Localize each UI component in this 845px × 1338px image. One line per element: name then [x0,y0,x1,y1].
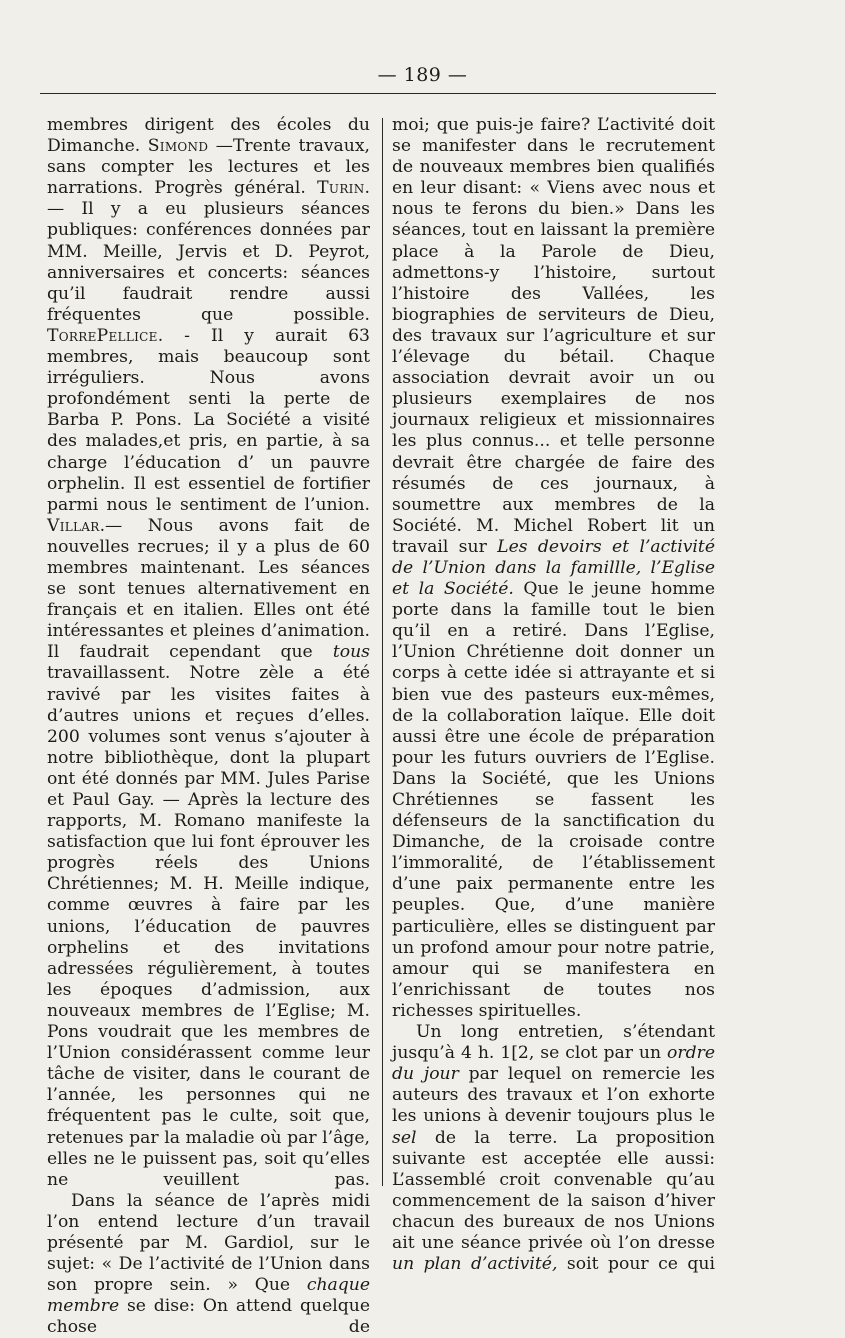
text-run: se dise: On attend quelque chose de [47,1296,370,1338]
emphasis: un plan d’activité, [392,1254,558,1275]
page-number: — 189 — [377,64,468,86]
place-name: Villar [47,515,100,536]
place-name: Turin [317,178,365,199]
place-name: TorrePellice [47,325,158,346]
emphasis: Les devoirs et l’activité de l’Union dans la famillle, l’Eglise et la Société. [392,536,715,600]
text-run: Dans la séance de l’après midi l’on entend lecture d’un travail présenté par M. Gardiol, sur le sujet: « De l’activité de l’Union dans son propre sein. » Que [47,1190,370,1296]
left-column [47,115,370,1338]
right-column [392,115,715,1275]
emphasis: tous [332,642,370,663]
text-run: . — Il y a eu plusieurs séances publiques: conférences données par MM. Meille, Jervis et D. Peyrot, anniversaires et concerts: séances qu’il faudrait rendre aussi fréquentes que possible. [47,178,370,325]
emphasis: ordre du jour [392,1043,715,1085]
text-run: moi; que puis-je faire? L’activité doit se manifester dans le recrutement de nouveaux membres bien qualifiés en leur disant: « Viens avec nous et nous te ferons du bien.» Dans les séances, tout en laissant la première place à la Parole de Dieu, admettons-y l’histoire, surtout l’histoire des Vallées, les biographies de serviteurs de Dieu, des travaux sur l’agriculture et sur l’élevage du bétail. Chaque association devrait avoir un ou plusieurs exemplaires de nos journaux religieux et missionnaires les plus connus... et telle personne devrait être chargée de faire des résumés de ces journaux, à soumettre aux membres de la Société. M. Michel Robert lit un travail sur [392,115,715,557]
emphasis: sel [392,1127,417,1148]
text-run: membres dirigent des écoles du Dimanche. [47,115,370,157]
right-paragraph-1 [392,115,715,1022]
text-run: —Trente travaux, sans compter les lectures et les narrations. Progrès général. [47,136,371,199]
text-run: Un long entretien, s’étendant jusqu’à 4 h. 1[2, se clot par un [392,1022,715,1064]
place-name: Simond [147,136,209,157]
left-paragraph-1 [47,115,370,1191]
column-divider [382,118,383,1186]
text-run: de la terre. La proposition suivante est acceptée elle aussi: L’assemblé croit convenable qu’au commencement de la saison d’hiver chacun des bureaux de nos Unions ait une séance privée où l’on dresse [392,1127,715,1253]
right-paragraph-2 [392,1022,715,1275]
text-run: . - Il y aurait 63 membres, mais beaucoup sont irréguliers. Nous avons profondément senti la perte de Barba P. Pons. La Société a visité des malades,et pris, en partie, à sa charge l’éducation d’ un pauvre orphelin. Il est essentiel de fortifier parmi nous le sentiment de l’union. [47,325,370,515]
left-paragraph-2 [47,1191,370,1338]
emphasis: chaque membre [47,1275,370,1317]
text-run: travaillassent. Notre zèle a été ravivé par les visites faites à d’autres unions et reçues d’elles. 200 volumes sont venus s’ajouter à notre bibliothèque, dont la plupart ont été donnés par MM. Jules Parise et Paul Gay. — Après la lecture des rapports, M. Romano manifeste la satisfaction que lui font éprouver les progrès réels des Unions Chrétiennes; M. H. Meille indique, comme œuvres à faire par les unions, l’éducation de pauvres orphelins et des invitations adressées régulièrement, à toutes les époques d’admission, aux nouveaux membres de l’Eglise; M. Pons voudrait que les membres de l’Union considérassent comme leur tâche de visiter, dans le courant de l’année, les personnes qui ne fréquentent pas le culte, soit que, retenues par la maladie où par l’âge, elles ne le puissent pas, soit qu’elles ne veuillent pas. [47,663,370,1190]
text-run: Que le jeune homme porte dans la famille tout le bien qu’il en a retiré. Dans l’Eglise, l’Union Chrétienne doit donner un corps à cette idée si attrayante et si bien vue des pasteurs eux-mêmes, de la collaboration laïque. Elle doit aussi être une école de préparation pour les futurs ouvriers de l’Eglise. Dans la Société, que les Unions Chrétiennes se fassent les défenseurs de la sanctification du Dimanche, de la croisade contre l’immoralité, de l’établissement d’une paix permanente entre les peuples. Que, d’une manière particulière, elles se distinguent par un profond amour pour notre patrie, amour qui se manifestera en l’enrichissant de toutes nos richesses spirituelles. [392,579,715,1021]
text-run: par lequel on remercie les auteurs des travaux et l’on exhorte les unions à devenir toujours plus le [392,1064,716,1127]
text-run: soit pour ce qui [557,1254,715,1275]
text-run: .— Nous avons fait de nouvelles recrues; il y a plus de 60 membres maintenant. Les séances se sont tenues alternativement en français et en italien. Elles ont été intéressantes et pleines d’animation. Il faudrait cependant que [47,515,370,663]
header-rule [40,93,716,94]
